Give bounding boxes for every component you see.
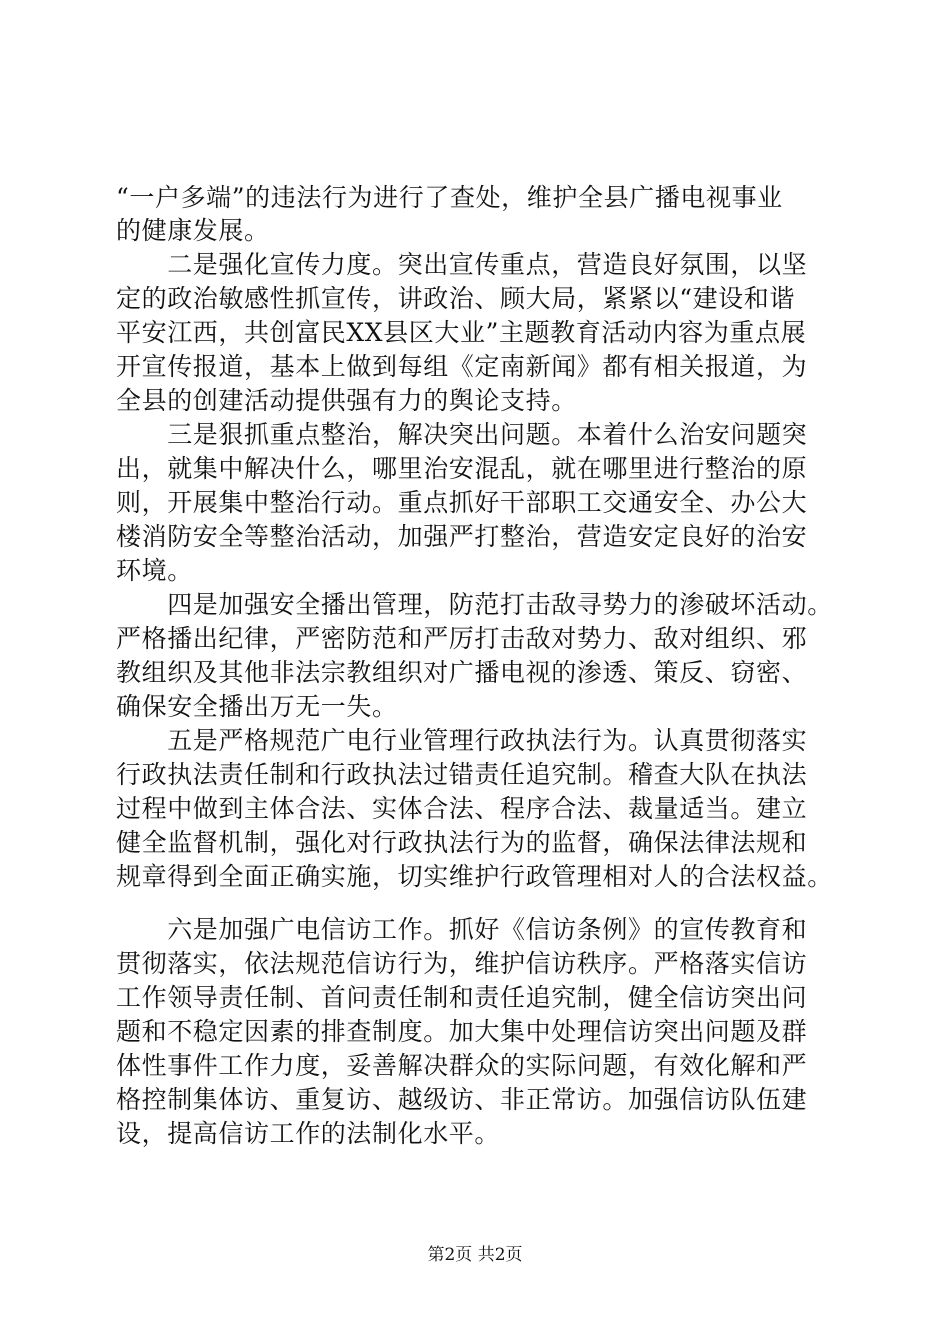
text-line: 三是狠抓重点整治，解决突出问题。本着什么治安问题突	[116, 420, 808, 449]
text-line: “一户多端”的违法行为进行了查处，维护全县广播电视事业	[116, 183, 783, 212]
text-line: 设，提高信访工作的法制化水平。	[116, 1119, 501, 1148]
text-line: 五是严格规范广电行业管理行政执法行为。认真贯彻落实	[116, 726, 808, 755]
text-line: 过程中做到主体合法、实体合法、程序合法、裁量适当。建立	[116, 794, 808, 823]
text-line: 教组织及其他非法宗教组织对广播电视的渗透、策反、窃密、	[116, 658, 808, 687]
text-line: 确保安全播出万无一失。	[116, 692, 398, 721]
text-line: 的健康发展。	[116, 216, 270, 245]
text-line: 全县的创建活动提供强有力的舆论支持。	[116, 386, 577, 415]
text-line: 环境。	[116, 556, 193, 585]
text-line: 题和不稳定因素的排查制度。加大集中处理信访突出问题及群	[116, 1017, 808, 1046]
text-line: 开宣传报道，基本上做到每组《定南新闻》都有相关报道，为	[116, 352, 808, 381]
text-line: 体性事件工作力度，妥善解决群众的实际问题，有效化解和严	[116, 1051, 808, 1080]
text-line: 规章得到全面正确实施，切实维护行政管理相对人的合法权益。	[116, 862, 833, 891]
text-line: 工作领导责任制、首问责任制和责任追究制，健全信访突出问	[116, 983, 808, 1012]
text-line: 定的政治敏感性抓宣传，讲政治、顾大局，紧紧以“建设和谐	[116, 284, 795, 313]
text-line: 楼消防安全等整治活动，加强严打整治，营造安定良好的治安	[116, 522, 808, 551]
text-line: 六是加强广电信访工作。抓好《信访条例》的宣传教育和	[116, 915, 808, 944]
text-line: 健全监督机制，强化对行政执法行为的监督，确保法律法规和	[116, 828, 808, 857]
text-line: 格控制集体访、重复访、越级访、非正常访。加强信访队伍建	[116, 1085, 808, 1114]
text-line: 则，开展集中整治行动。重点抓好干部职工交通安全、办公大	[116, 488, 808, 517]
text-line: 贯彻落实，依法规范信访行为，维护信访秩序。严格落实信访	[116, 949, 808, 978]
page-footer: 第2页 共2页	[427, 1245, 523, 1265]
text-line: 严格播出纪律，严密防范和严厉打击敌对势力、敌对组织、邪	[116, 624, 808, 653]
text-line: 平安江西，共创富民XX县区大业”主题教育活动内容为重点展	[116, 318, 807, 347]
text-line: 二是强化宣传力度。突出宣传重点，营造良好氛围，以坚	[116, 250, 808, 279]
text-line: 行政执法责任制和行政执法过错责任追究制。稽查大队在执法	[116, 760, 808, 789]
text-line: 四是加强安全播出管理，防范打击敌寻势力的渗破坏活动。	[116, 590, 833, 619]
text-line: 出，就集中解决什么，哪里治安混乱，就在哪里进行整治的原	[116, 454, 808, 483]
